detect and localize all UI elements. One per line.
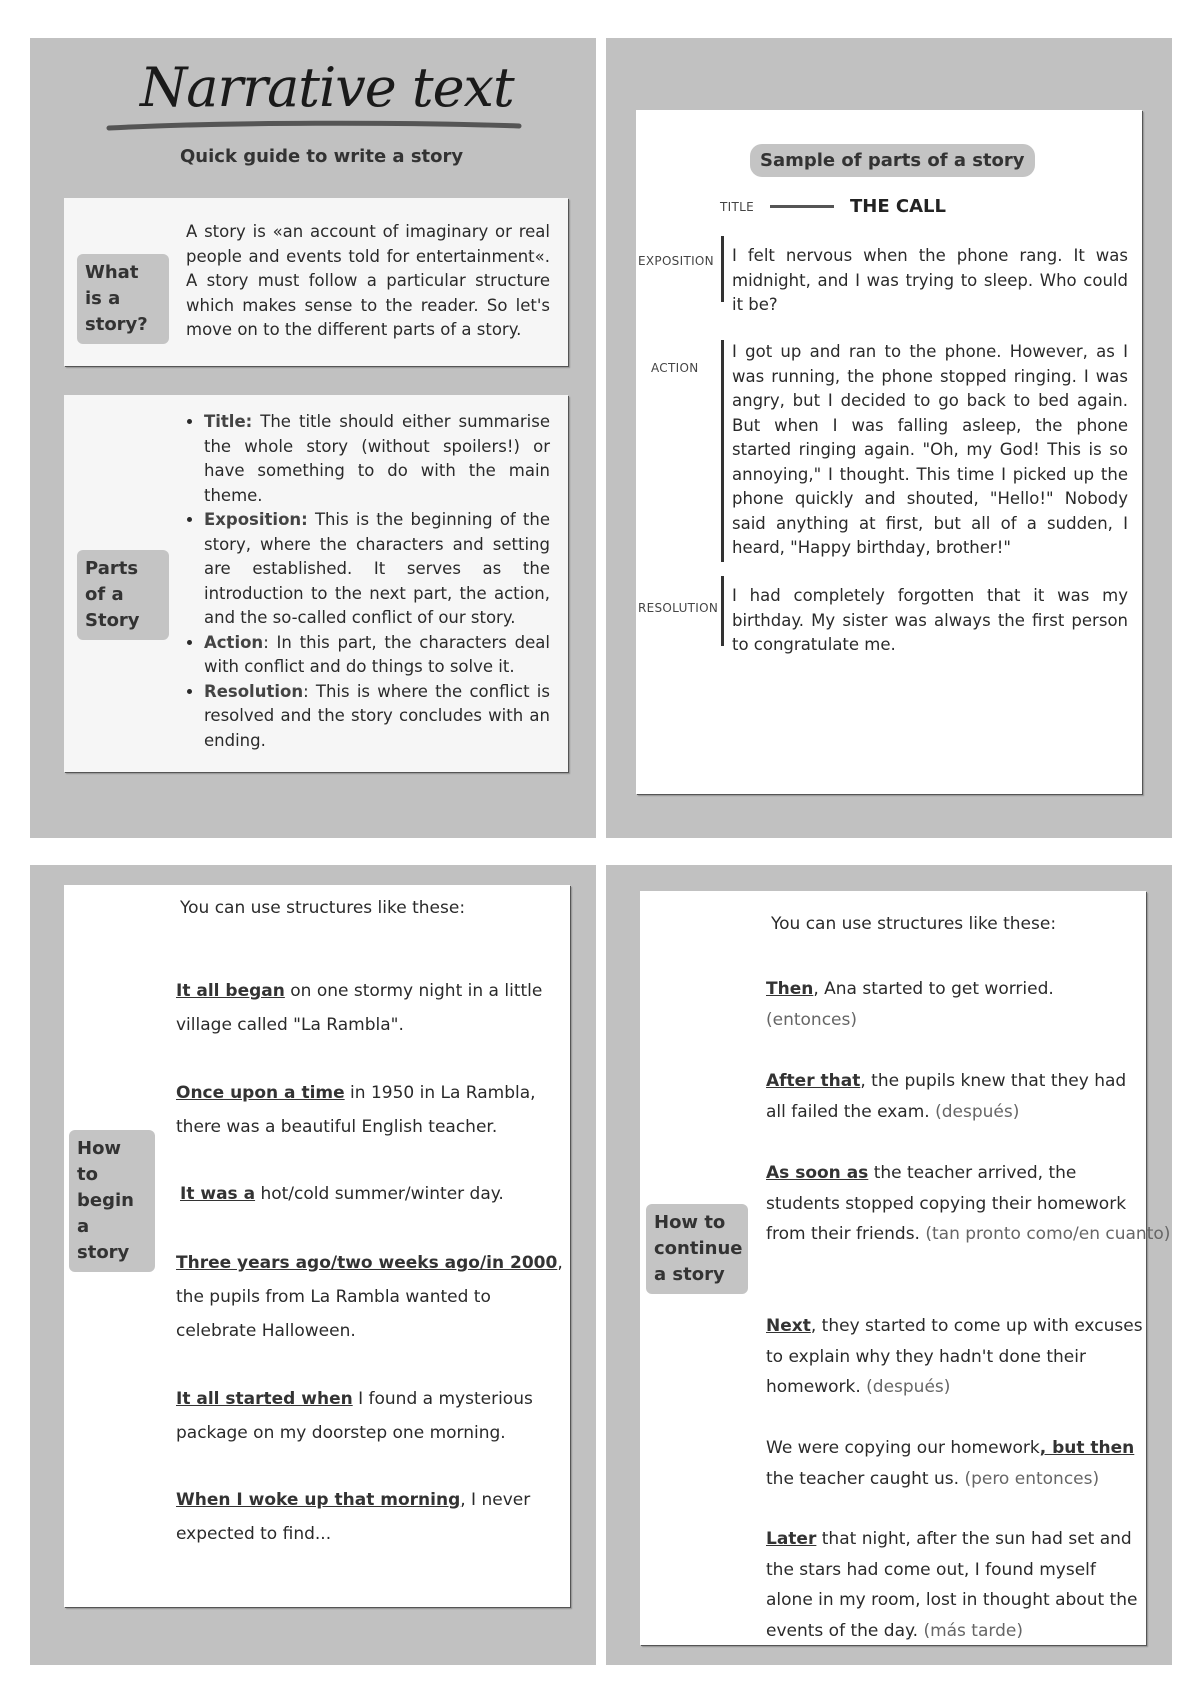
begin-example-2: Once upon a time in 1950 in La Rambla, there was a beautiful English teacher. bbox=[176, 1083, 536, 1137]
resolution-text: I had completely forgotten that it was my birthday. My sister was always the first person to congratulate me. bbox=[732, 586, 1128, 654]
action-bar bbox=[721, 340, 724, 562]
begin-intro: You can use structures like these: bbox=[180, 898, 466, 918]
sample-heading: Sample of parts of a story bbox=[750, 144, 1035, 177]
continue-example-4: Next, they started to come up with excuses to explain why they hadn't done their homework. (después) bbox=[766, 1316, 1143, 1397]
resolution-side-label: RESOLUTION bbox=[638, 601, 719, 615]
continue-label: How to continue a story bbox=[646, 1204, 748, 1294]
begin-example-5: It all started when I found a mysterious package on my doorstep one morning. bbox=[176, 1389, 533, 1443]
action-side-label: ACTION bbox=[651, 361, 699, 375]
part-item-title: • Title: The title should either summarise the whole story (without spoilers!) or have something to do with the main theme. bbox=[204, 410, 550, 508]
page-title: Narrative text bbox=[140, 56, 514, 119]
exposition-bar bbox=[721, 236, 724, 302]
part-item-exposition: • Exposition: This is the beginning of the story, where the characters and setting are established. It serves as the introduction to the next part, the action, and the so-called conflict of our story. bbox=[204, 508, 550, 631]
title-underline bbox=[105, 118, 525, 134]
title-side-label: TITLE bbox=[720, 200, 754, 214]
page-subtitle: Quick guide to write a story bbox=[180, 146, 464, 167]
what-is-text: A story is «an account of imaginary or real people and events told for entertainment«. A story must follow a particular structure which makes sense to the reader. So let's move on to the different parts of a story. bbox=[186, 222, 550, 339]
resolution-bar bbox=[721, 576, 724, 646]
begin-label: How to begin a story bbox=[69, 1130, 155, 1272]
continue-example-1: Then, Ana started to get worried. (entonces) bbox=[766, 979, 1054, 1030]
continue-example-3: As soon as the teacher arrived, the students stopped copying their homework from their friends. (tan pronto como/en cuanto) bbox=[766, 1163, 1171, 1244]
continue-example-6: Later that night, after the sun had set and the stars had come out, I found myself alone in my room, lost in thought about the events of the day. (más tarde) bbox=[766, 1529, 1138, 1641]
parts-list bbox=[186, 410, 550, 753]
continue-intro: You can use structures like these: bbox=[771, 914, 1057, 934]
begin-example-1: It all began on one stormy night in a little village called "La Rambla". bbox=[176, 981, 543, 1035]
begin-example-6: When I woke up that morning, I never expected to find... bbox=[176, 1490, 531, 1544]
parts-label: Parts of a Story bbox=[77, 550, 169, 640]
story-title: THE CALL bbox=[850, 196, 946, 217]
continue-example-5: We were copying our homework, but then the teacher caught us. (pero entonces) bbox=[766, 1438, 1135, 1489]
what-is-label: What is a story? bbox=[77, 254, 169, 344]
action-text: I got up and ran to the phone. However, as I was running, the phone stopped ringing. I was angry, but I decided to go back to bed again. But when I was falling asleep, the phone started ringing again. "Oh, my God! This is so annoying," I thought. This time I picked up the phone quickly and shouted, "Hello!" Nobody said anything at first, but all of a sudden, I heard, "Happy birthday, brother!" bbox=[732, 342, 1128, 557]
exposition-side-label: EXPOSITION bbox=[638, 254, 714, 268]
title-connector bbox=[770, 205, 834, 208]
begin-example-3: It was a hot/cold summer/winter day. bbox=[180, 1184, 504, 1204]
exposition-text: I felt nervous when the phone rang. It was midnight, and I was trying to sleep. Who could it be? bbox=[732, 246, 1128, 314]
part-item-action: • Action: In this part, the characters deal with conflict and do things to solve it. bbox=[204, 631, 550, 680]
begin-example-4: Three years ago/two weeks ago/in 2000, the pupils from La Rambla wanted to celebrate Halloween. bbox=[176, 1253, 563, 1341]
continue-example-2: After that, the pupils knew that they had all failed the exam. (después) bbox=[766, 1071, 1127, 1122]
part-item-resolution: • Resolution: This is where the conflict is resolved and the story concludes with an ending. bbox=[204, 680, 550, 754]
